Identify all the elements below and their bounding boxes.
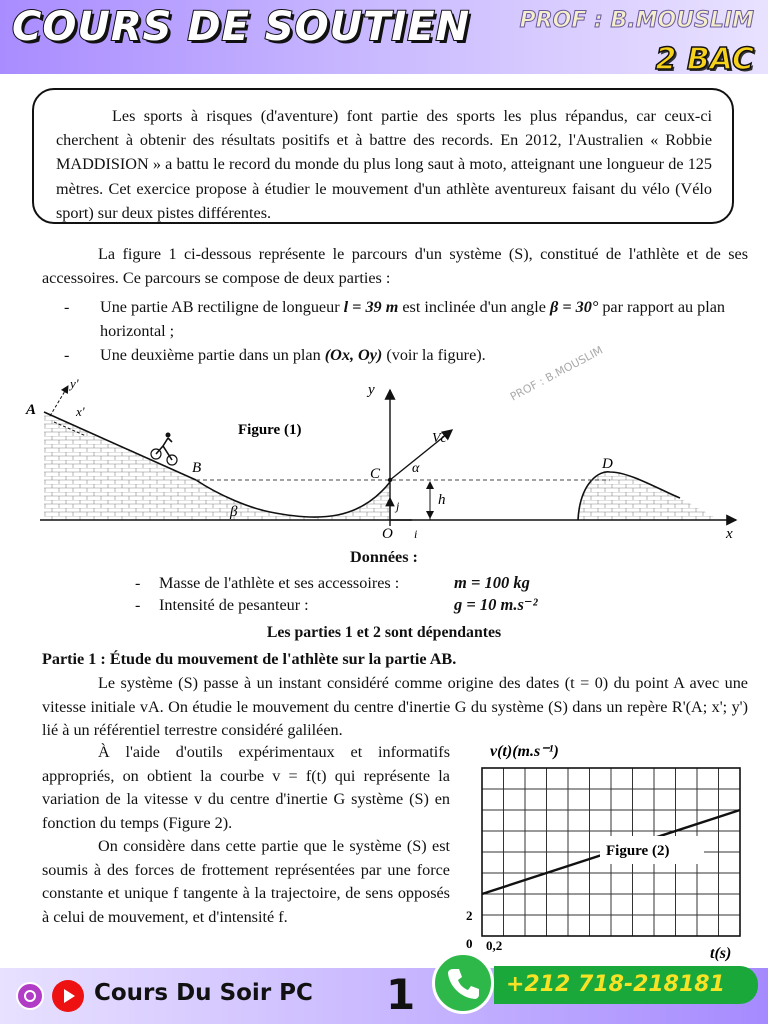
label-x: x — [726, 526, 733, 542]
parts-list — [42, 295, 748, 367]
brand-title: COURS DE SOUTIEN — [12, 4, 471, 50]
donnee-label: Masse de l'athlète et ses accessoires : — [159, 574, 400, 592]
bullet-dash: - — [135, 574, 141, 592]
bullet-dash: - — [64, 298, 70, 316]
part-ab-text-2: est inclinée d'un angle — [398, 298, 550, 316]
label-vc: Vc — [432, 431, 447, 446]
cyclist-icon — [151, 433, 177, 466]
part-ab-text-3: par rapport au plan horizontal ; — [100, 298, 726, 340]
figure-1-title: Figure (1) — [238, 422, 302, 438]
label-x-prime: x' — [76, 404, 85, 419]
page-number: 1 — [386, 970, 416, 1019]
youtube-icon[interactable] — [52, 980, 84, 1012]
author-name: PROF : B.MOUSLIM — [519, 8, 754, 33]
list-item — [135, 572, 538, 594]
label-i: i — [414, 527, 418, 541]
partie-1-left-column — [42, 741, 450, 929]
list-item — [135, 594, 538, 616]
dependance-note: Les parties 1 et 2 sont dépendantes — [266, 624, 502, 641]
partie-1-text: Le système (S) passe à un instant considéré comme origine des dates (t = 0) du point A avec une vitesse initiale vA. On étudie le mouvement du centre d'inertie G du système (S) dans un repère R'(A; x'; y') lié à un référentiel terrestre considéré galiléen. — [42, 674, 748, 739]
part-2-text-2: (voir la figure). — [382, 346, 486, 364]
part-2-text: Une deuxième partie dans un plan — [100, 346, 325, 364]
y-axis-label: v(t)(m.s⁻¹) — [490, 743, 559, 760]
label-beta: β — [230, 504, 238, 520]
phone-number[interactable]: +212 718-218181 — [494, 966, 758, 1004]
label-b: B — [192, 460, 202, 476]
label-d: D — [602, 456, 613, 472]
x-axis-label: t(s) — [710, 945, 732, 962]
watermark: PROF : B.MOUSLIM — [508, 343, 606, 404]
list-item — [42, 295, 748, 343]
length-equation: l = 39 m — [343, 298, 399, 316]
label-y-prime: y' — [70, 376, 79, 391]
label-a: A — [26, 402, 37, 418]
donnees-list — [135, 572, 538, 616]
partie-1-text-2: À l'aide d'outils expérimentaux et informatifs appropriés, on obtient la courbe v = f(t) qui représente la variation de la vitesse v du centre d'inertie G système (S) en fonction du temps (Figure 2). — [42, 743, 450, 832]
label-h: h — [438, 492, 446, 508]
intro-text: Les sports à risques (d'aventure) font partie des sports les plus répandus, car ceux-ci cherchent à obtenir des résultats positifs et à battre des records. En 2012, l'Australien « Robbie MADDISION » a battu le record du monde du plus long saut à moto, atteignant une longueur de 125 mètres. Cet exercice propose à étudier le mouvement d'un athlète aventureux faisant du vélo (Vélo sport) sur deux pistes différentes. — [56, 107, 712, 222]
hump-d — [578, 472, 720, 520]
partie-1-title: Partie 1 : Étude du mouvement de l'athlète sur la partie AB. — [42, 650, 457, 668]
instagram-icon[interactable] — [16, 982, 44, 1010]
label-y: y — [368, 382, 375, 398]
label-c: C — [370, 466, 381, 482]
description-paragraph — [42, 243, 748, 290]
intro-box — [32, 88, 734, 224]
channel-name: Cours Du Soir PC — [94, 980, 313, 1006]
part-ab-text: Une partie AB rectiligne de longueur — [100, 298, 344, 316]
label-j: j — [396, 499, 400, 513]
figure-2-chart — [460, 738, 760, 970]
label-o: O — [382, 526, 393, 542]
angle-equation: β = 30° — [550, 298, 599, 316]
donnee-value: g = 10 m.s⁻² — [454, 595, 538, 614]
label-alpha: α — [412, 461, 420, 476]
description-text: La figure 1 ci-dessous représente le parcours d'un système (S), constitué de l'athlète et de ses accessoires. Ce parcours se compose de deux parties : — [42, 245, 748, 287]
figure-2-label: Figure (2) — [606, 843, 670, 859]
partie-1-text-3: On considère dans cette partie que le système (S) est soumis à des forces de frottement représentées par une force constante et unique f tangente à la trajectoire, de sens opposés à celui de mouvement, et d'intensité f. — [42, 837, 450, 926]
partie-1-paragraph — [42, 672, 748, 743]
x-tick-label: 0,2 — [486, 938, 503, 953]
origin-label: 0 — [466, 936, 473, 951]
track-ground — [44, 412, 390, 520]
donnee-value: m = 100 kg — [454, 573, 530, 592]
plane-equation: (Ox, Oy) — [324, 346, 383, 364]
y-tick-label: 2 — [466, 908, 473, 923]
bullet-dash: - — [135, 596, 141, 614]
list-item — [42, 343, 748, 367]
donnee-label: Intensité de pesanteur : — [159, 596, 309, 614]
figure-1-diagram — [20, 372, 760, 552]
level-badge: 2 BAC — [655, 42, 754, 77]
bullet-dash: - — [64, 346, 70, 364]
page-header — [0, 0, 768, 77]
phone-icon[interactable] — [432, 952, 494, 1014]
donnees-title: Données : — [350, 548, 418, 566]
